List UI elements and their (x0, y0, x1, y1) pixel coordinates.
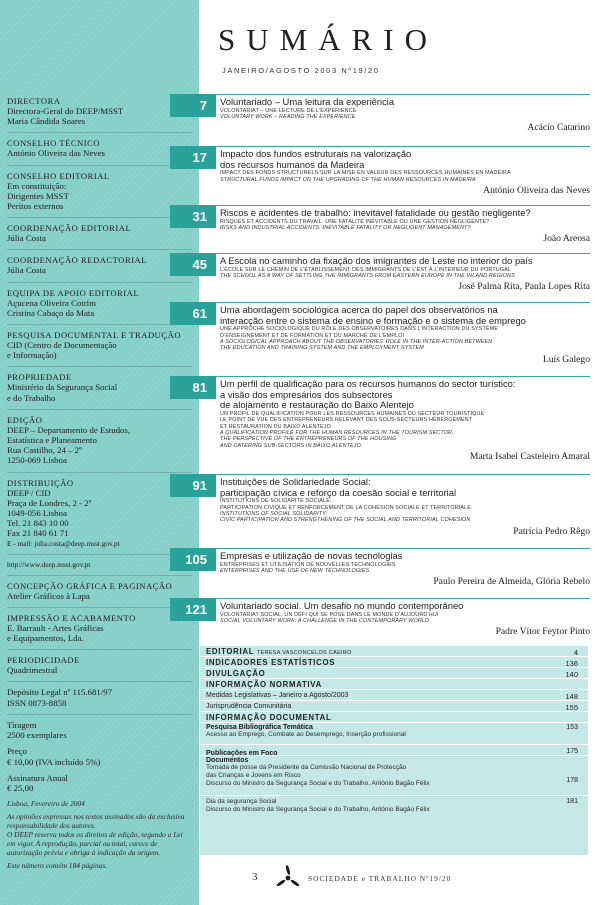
item-detail: Discurso do Ministro da Segurança Social e do Trabalho, António Bagão Félix (206, 806, 430, 813)
article-subtitle-en: THE SCHOOL AS A WAY OF SETTLING THE IMMIGRANTS FROM EASTERN EUROPE IN THE INLAND REGIONS (220, 273, 515, 279)
article-subtitle-fr: D’ENSEIGNEMENT ET DE FORMATION ET DU MARCHÉ DE L’EMPLOI (220, 332, 405, 339)
impressao-line: e Equipamentos, Lda. (7, 633, 84, 644)
coord-redactorial-label: COORDENAÇÃO REDACTORIAL (7, 255, 148, 266)
edicao-label: EDIÇÃO (7, 414, 43, 425)
journal-logo-icon (276, 864, 300, 895)
article-subtitle-fr: UNE APPROCHE SOCIOLOGIQUE DU RÔLE DES OBSERVATOIRES DANS L’INTERACTION DU SYSTÈME (220, 326, 499, 333)
divider (7, 714, 192, 715)
article-entry[interactable] (170, 302, 590, 368)
preco-block (0, 746, 199, 766)
item-page: 153 (566, 724, 578, 731)
divider (216, 598, 590, 599)
article-title: de alojamento e restauração do Baixo Alentejo (220, 399, 414, 411)
propriedade-label: PROPRIEDADE (7, 372, 72, 383)
assinatura-value: € 25,00 (7, 782, 34, 793)
website-link[interactable]: http://www.deep.msst.gov.pt (7, 559, 91, 569)
tiragem-label: Tiragem (7, 719, 37, 730)
article-title: Uma abordagem sociológica acerca do papel dos observatórios na (220, 304, 498, 315)
journal-name: SOCIEDADE e TRABALHO Nº19/20 (308, 874, 452, 883)
periodicidade-label: PERIODICIDADE (7, 655, 80, 666)
section-editorial[interactable] (200, 646, 588, 657)
divider (216, 302, 590, 303)
copyright-notice: O DEEP reserva todos os direitos de edição, segundo a Lei em vigor. A reprodução, parcial ou total, carece de autorização prévia e obriga à indicação da origem. (7, 830, 183, 858)
legal-block (0, 687, 199, 707)
article-entry[interactable] (170, 146, 590, 196)
edicao-line: DEEP – Departamento de Estudos, (7, 424, 131, 435)
item-page: 175 (566, 748, 578, 755)
periodicidade-block (0, 655, 199, 675)
article-entry[interactable] (170, 548, 590, 590)
article-title: dos recursos humanos da Madeira (220, 158, 365, 170)
article-page-number: 61 (170, 302, 216, 325)
divider (216, 253, 590, 254)
article-entry[interactable] (170, 94, 590, 134)
divider (7, 607, 192, 608)
coord-editorial-label: COORDENAÇÃO EDITORIAL (7, 223, 132, 234)
article-page-number: 105 (170, 548, 216, 571)
item-label: Publicações em Foco (206, 750, 278, 757)
directora-role: Directora-Geral do DEEP/MSST (7, 106, 124, 116)
article-subtitle-en: SOCIAL VOLUNTARY WORK: A CHALLENGE IN THE CONTEMPORARY WORLD (220, 618, 430, 624)
preco-value: € 10,00 (IVA incluído 5%) (7, 756, 101, 767)
section-normativa-header (200, 679, 588, 690)
impressao-line: E. Barrault - Artes Gráficas (7, 622, 104, 633)
section-page: 140 (565, 670, 578, 679)
edicao-line: 1250-069 Lisboa (7, 455, 67, 466)
article-author: Paulo Pereira de Almeida, Glória Rebelo (433, 576, 590, 588)
article-title: participação cívica e reforço da coesão social e territorial (220, 486, 457, 498)
tiragem-block (0, 720, 199, 740)
divider (7, 649, 192, 650)
divider (7, 282, 192, 283)
directora-name: Maria Cândida Soares (7, 116, 86, 127)
article-entry[interactable] (170, 205, 590, 245)
equipa-name: Açucena Oliveira Cotrim (7, 297, 96, 308)
edicao-line: Rua Castilho, 24 – 2º (7, 445, 82, 456)
conselho-editorial-line: Em constituição: (7, 180, 67, 191)
item-detail: das Crianças e Jovens em Risco (206, 772, 301, 779)
article-title: a visão dos empresários dos subsectores (220, 388, 393, 400)
conselho-editorial-line: Dirigentes MSST (7, 190, 69, 201)
section-label: INDICADORES ESTATÍSTICOS (206, 658, 336, 667)
article-author: Padre Vítor Feytor Pinto (495, 626, 590, 638)
article-subtitle-fr: L’ÉCOLE SUR LE CHEMIN DE L’ÉTABLISSEMENT DES IMMIGRANTS DE L’EST À L’INTÉRIEUR DU PORTUGAL (220, 266, 512, 273)
item-page: 155 (565, 703, 578, 712)
divider (7, 472, 192, 473)
notes-block (0, 799, 199, 870)
divider (7, 409, 192, 410)
divider (7, 554, 192, 555)
divider (216, 146, 590, 147)
coord-redactorial-name: Júlia Costa (7, 265, 46, 276)
article-title: Instituições de Solidariedade Social: (220, 476, 371, 487)
article-subtitle-fr: RISQUES ET ACCIDENTS DU TRAVAIL: UNE FATALITÉ INÉVITABLE OU UNE GESTION NÉGLIGENTE? (220, 218, 490, 225)
divider (7, 324, 192, 325)
directora-label: DIRECTORA (7, 96, 61, 106)
distribuicao-line: 1049-056 Lisboa (7, 508, 67, 519)
item-page: 148 (565, 692, 578, 701)
documental-documento[interactable] (200, 796, 588, 820)
sections-table (200, 646, 588, 855)
article-author: Luís Galego (542, 353, 590, 365)
article-page-number: 31 (170, 205, 216, 228)
article-subtitle-en: ENTERPRISES AND THE USE OF NEW TECHNOLOGIES (220, 568, 370, 574)
section-divulgacao[interactable] (200, 668, 588, 679)
distribuicao-line: Praça de Londres, 2 - 2º (7, 497, 92, 508)
preco-label: Preço (7, 746, 28, 757)
place-date: Lisboa, Fevereiro de 2004 (7, 799, 85, 809)
item-page: 178 (566, 777, 578, 784)
section-page: 4 (573, 648, 578, 657)
article-author: João Areosa (543, 233, 590, 245)
conselho-tecnico-name: António Oliveira das Neves (7, 148, 105, 159)
section-label: EDITORIAL (206, 647, 255, 656)
article-author: Patrícia Pedro Rêgo (513, 525, 590, 537)
edicao-line: Estatística e Planeamento (7, 435, 97, 446)
divider (7, 249, 192, 250)
distribuicao-line: DEEP / CID (7, 487, 51, 498)
divider (7, 165, 192, 166)
item-detail: Discurso do Ministro da Segurança Social e do Trabalho, António Bagão Félix (206, 780, 430, 787)
divider (7, 366, 192, 367)
article-subtitle-fr: UN PROFIL DE QUALIFICATION POUR LES RESSOURCES HUMAINES DU SECTEUR TOURISTIQUE: (220, 410, 486, 417)
article-page-number: 91 (170, 474, 216, 497)
section-author: TERESA VASCONCELOS CAEIRO (256, 650, 352, 656)
documentos-label: Documentos (206, 757, 249, 764)
equipa-label: EQUIPA DE APOIO EDITORIAL (7, 287, 140, 298)
article-subtitle-fr: PARTICIPATION CIVIQUE ET RENFORCEMENT DE LA COHÉSION SOCIALE ET TERRITORIALE (220, 504, 472, 511)
fax-number: Fax 21 840 61 71 (7, 528, 69, 539)
article-subtitle-en: AND CATERING SUB-SECTORS IN BAIXO ALENTEJO (220, 442, 361, 449)
article-page-number: 17 (170, 146, 216, 169)
disclaimer: As opiniões expressas nos textos assinados são da exclusiva responsabilidade dos autores. (7, 812, 185, 831)
deposito-legal: Depósito Legal nº 115.681/97 (7, 687, 113, 698)
page-title: SUMÁRIO (218, 22, 438, 57)
divider (216, 94, 590, 95)
section-page: 136 (565, 659, 578, 668)
article-title: Voluntariado – Uma leitura da experiência (220, 96, 395, 107)
article-title: Voluntariado social. Um desafio no mundo contemporâneo (220, 600, 464, 611)
article-subtitle-en: A SOCIOLOGICAL APPROACH ABOUT THE OBSERVATORIES’ ROLE IN THE INTER-ACTION BETWEEN (220, 339, 493, 345)
divider (216, 548, 590, 549)
distribuicao-label: DISTRIBUIÇÃO (7, 477, 74, 488)
pesquisa-label: PESQUISA DOCUMENTAL E TRADUÇÃO (7, 330, 182, 341)
documental-documento[interactable] (200, 756, 588, 796)
article-page-number: 45 (170, 253, 216, 276)
article-subtitle-fr: LE POINT DE VUE DES ENTREPRENEURS RELEVANT DES SOUS-SECTEURS HÉBERGEMENT (220, 417, 473, 424)
article-subtitle-fr: VOLONTARIAT – UNE LECTURE DE L’EXPÉRIENCE (220, 107, 357, 114)
divider (7, 681, 192, 682)
article-author: Marta Isabel Casteleiro Amaral (469, 451, 590, 463)
conselho-tecnico-label: CONSELHO TÉCNICO (7, 138, 101, 149)
section-label: INFORMAÇÃO DOCUMENTAL (206, 713, 332, 722)
impressao-label: IMPRESSÃO E ACABAMENTO (7, 612, 136, 623)
propriedade-line: e do Trabalho (7, 392, 56, 403)
item-label: Medidas Legislativas – Janeiro a Agosto/2003 (206, 692, 349, 699)
divider (7, 217, 192, 218)
concepcao-name: Atelier Gráficos à Lapa (7, 590, 90, 601)
article-title: interacção entre o sistema de ensino e formação e o sistema de emprego (220, 314, 526, 326)
periodicidade-value: Quadrimestral (7, 665, 58, 676)
article-title: Um perfil de qualificação para os recursos humanos do sector turístico: (220, 378, 516, 389)
item-detail: Acesso ao Emprego, Combate ao Desemprego, Inserção profissional (206, 731, 406, 738)
documental-publicacoes[interactable] (200, 745, 588, 756)
divider (7, 575, 192, 576)
section-label: DIVULGAÇÃO (206, 669, 266, 678)
article-subtitle-fr: IMPACT DES FONDS STRUCTURELS SUR LA MISE EN VALEUR DES RESSOURCES HUMAINES EN MADEIRA (220, 170, 511, 177)
coord-editorial-name: Júlia Costa (7, 233, 46, 244)
article-title: Impacto dos fundos estruturais na valorização (220, 148, 412, 159)
equipa-name: Cristina Cabaço da Mata (7, 307, 95, 318)
article-title: Empresas e utilização de novas tecnologias (220, 550, 403, 561)
concepcao-label: CONCEPÇÃO GRÁFICA E PAGINAÇÃO (7, 580, 173, 591)
article-subtitle-fr: VOLONTARIAT SOCIAL. UN DÉFI QUI SE POSE DANS LE MONDE D’AUJOURD’HUI (220, 611, 439, 618)
section-documental-header (200, 712, 588, 723)
article-entry[interactable] (170, 474, 590, 540)
item-detail: Tomada de posse da Presidente da Comissão Nacional de Protecção (206, 764, 407, 771)
article-title: Riscos e acidentes de trabalho: inevitável fatalidade ou gestão negligente? (220, 207, 531, 218)
documental-pesquisa[interactable] (200, 723, 588, 745)
article-subtitle-en: THE PERSPECTIVE OF THE ENTREPRENEURS OF THE HOUSING (220, 436, 397, 443)
item-detail: Dia da segurança Social (206, 798, 277, 805)
normativa-item[interactable] (200, 701, 588, 712)
article-subtitle-fr: ENTREPRISES ET UTILISATION DE NOUVELLES TECHNOLOGIES (220, 561, 396, 568)
conselho-editorial-line: Peritos externos (7, 201, 64, 212)
article-author: António Oliveira das Neves (483, 185, 590, 196)
section-indicadores[interactable] (200, 657, 588, 668)
section-label: INFORMAÇÃO NORMATIVA (206, 680, 322, 689)
article-subtitle-en: THE EDUCATION AND TRAINING SYSTEM AND THE EMPLOYMENT SYSTEM (220, 345, 424, 352)
email-link[interactable]: E - mail: julia.costa@deep.msst.gov.pt (7, 538, 120, 548)
article-page-number: 7 (170, 94, 216, 117)
article-subtitle-en: STRUCTURAL FUNDS IMPACT ON THE UPGRADING OF THE HUMAN RESOURCES IN MADEIRA (220, 176, 476, 183)
article-subtitle-fr: INSTITUTIONS DE SOLIDARITÉ SOCIALE: (220, 498, 332, 505)
page-number: 3 (252, 871, 258, 883)
page-count-note: Este número contém 184 páginas. (7, 861, 108, 871)
divider (216, 205, 590, 206)
issue-line: JANEIRO/AGOSTO 2003 Nº19/20 (222, 66, 380, 75)
item-label: Pesquisa Bibliográfica Temática (206, 724, 313, 731)
assinatura-block (0, 773, 199, 793)
article-subtitle-en: A QUALIFICATION PROFILE FOR THE HUMAN RESOURCES IN THE TOURISM SECTOR. (220, 430, 454, 436)
article-author: Acácio Catarino (527, 122, 590, 134)
article-subtitle-fr: ET RESTAURATION DU BAIXO ALENTEJO (220, 423, 331, 430)
pesquisa-line: CID (Centro de Documentação (7, 340, 117, 351)
article-title: A Escola no caminho da fixação dos imigrantes de Leste no interior do país (220, 255, 533, 266)
article-subtitle-en: VOLUNTARY WORK – READING THE EXPERIENCE (220, 114, 356, 120)
article-subtitle-en: INSTITUTIONS OF SOCIAL SOLIDARITY: (220, 511, 328, 517)
propriedade-line: Ministério da Segurança Social (7, 382, 118, 393)
divider (216, 474, 590, 475)
tiragem-value: 2500 exemplares (7, 730, 67, 741)
article-entry[interactable] (170, 253, 590, 293)
article-subtitle-en: RISKS AND INDUSTRIAL ACCIDENTS: INEVITABLE FATALITY OR NEGLIGENT MANAGEMENT? (220, 225, 471, 231)
article-entry[interactable] (170, 376, 590, 466)
divider (216, 376, 590, 377)
issn: ISSN 0873-8858 (7, 697, 67, 708)
item-page: 181 (566, 798, 578, 805)
item-label: Jurisprudência Comunitária (206, 703, 292, 710)
article-page-number: 81 (170, 376, 216, 399)
divider (7, 132, 192, 133)
conselho-editorial-label: CONSELHO EDITORIAL (7, 170, 110, 181)
article-entry[interactable] (170, 598, 590, 640)
phone-number: Tel. 21 843 10 00 (7, 518, 69, 529)
article-page-number: 121 (170, 598, 216, 621)
article-author: José Palma Rita, Paula Lopes Rita (458, 281, 590, 293)
normativa-item[interactable] (200, 690, 588, 701)
pesquisa-line: e Informação) (7, 350, 57, 361)
article-subtitle-en: CIVIC PARTICIPATION AND STRENGTHENING OF THE SOCIAL AND TERRITORIAL COHESION (220, 517, 471, 524)
assinatura-label: Assinatura Anual (7, 772, 68, 783)
